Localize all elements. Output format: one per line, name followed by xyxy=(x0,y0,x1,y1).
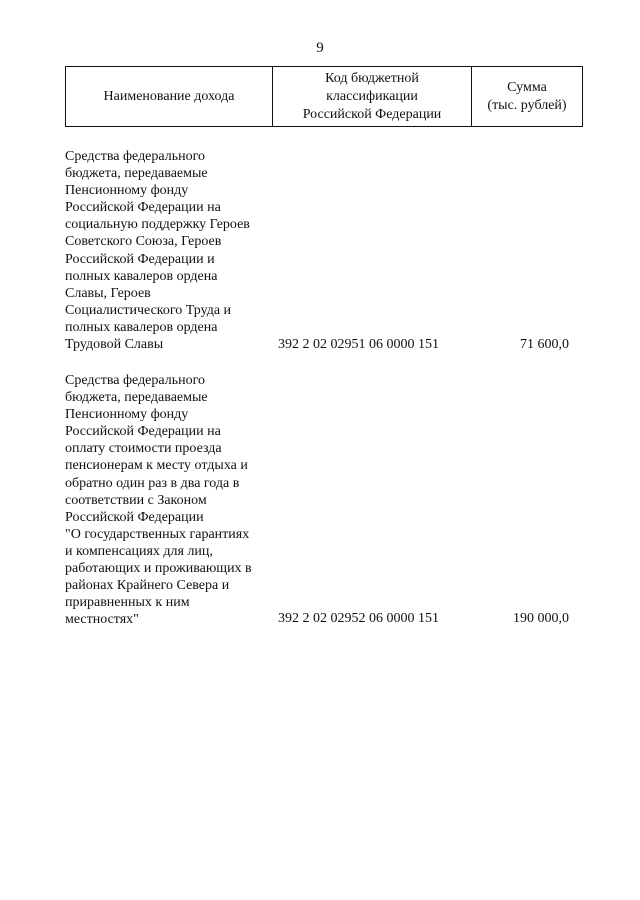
page-number: 9 xyxy=(316,40,324,56)
header-budget-code: Код бюджетной классификации Российской Федерации xyxy=(273,67,472,126)
table-row xyxy=(65,148,583,358)
income-description: Средства федерального бюджета, передаваемые Пенсионному фонду Российской Федерации на оплату стоимости проезда пенсионерам к месту отдыха и обратно один раз в два года в соответствии с Законом Российской Федерации "О государственных гарантиях и компенсациях для лиц, работающих и проживающих в районах Крайнего Севера и приравненных к ним местностях" xyxy=(65,373,252,628)
budget-code: 392 2 02 02952 06 0000 151 xyxy=(278,611,439,626)
table-header xyxy=(65,66,583,127)
header-amount: Сумма (тыс. рублей) xyxy=(487,79,567,113)
table-row xyxy=(65,372,583,632)
budget-code: 392 2 02 02951 06 0000 151 xyxy=(278,337,439,352)
income-description: Средства федерального бюджета, передаваемые Пенсионному фонду Российской Федерации на социальную поддержку Героев Советского Союза, Героев Российской Федерации и полных кавалеров ордена Славы, Героев Социалистического Труда и полных кавалеров ордена Трудовой Славы xyxy=(65,149,250,353)
amount: 71 600,0 xyxy=(520,337,569,352)
amount: 190 000,0 xyxy=(513,611,569,626)
header-income-name: Наименование дохода xyxy=(66,67,273,126)
